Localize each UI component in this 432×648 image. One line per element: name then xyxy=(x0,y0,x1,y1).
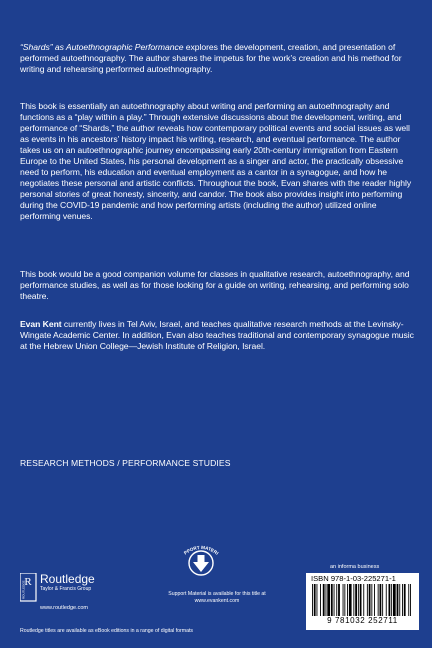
author-bio xyxy=(20,319,415,352)
publisher-subtitle: Taylor & Francis Group xyxy=(40,586,92,592)
barcode-bar xyxy=(399,584,400,616)
barcode-bar xyxy=(355,584,357,616)
barcode-bar xyxy=(380,584,382,616)
logo-mark-letter: R xyxy=(24,576,32,588)
barcode-bar xyxy=(323,584,325,616)
barcode-bar xyxy=(358,584,359,616)
subject-category: RESEARCH METHODS / PERFORMANCE STUDIES xyxy=(20,458,231,468)
blurb-intro xyxy=(20,42,415,75)
barcode-bar xyxy=(404,584,406,616)
barcode-bar xyxy=(402,584,403,616)
publisher-url: www.routledge.com xyxy=(40,605,88,611)
blurb-description-text: This book is essentially an autoethnography about writing and performing an autoethnography and functions as a “play within a play.” Through extensive discussions about the development, writing, and performance of “Shards,” the author reveals how contemporary political events and social issues as well as events in his ancestors’ history impact his writing, research, and eventual performance. The author takes us on an autoethnographic journey encompassing early 20th-century immigration from Eastern Europe to the United States, his personal development as a singer and actor, the practically obsessive need to perform, his education and eventual employment as a cantor in a synagogue, and how he negotiates these personal and artistic conflicts. Throughout the book, Evan shares with the reader highly personal stories of great honesty, sincerity, and candor. The book also provides insight into performing during the COVID-19 pandemic and how performing artists (including the author) utilized online performing venues. xyxy=(20,101,412,221)
barcode-bar xyxy=(389,584,391,616)
barcode-bar xyxy=(338,584,340,616)
barcode-bar xyxy=(327,584,330,616)
barcode-bar xyxy=(344,584,345,616)
barcode-bar xyxy=(378,584,379,616)
barcode-bar xyxy=(326,584,327,616)
isbn-barcode xyxy=(306,573,419,630)
barcode-bar xyxy=(320,584,321,616)
blurb-audience xyxy=(20,269,415,302)
barcode-bar xyxy=(336,584,337,616)
barcode-bar xyxy=(317,584,318,616)
barcode-bar xyxy=(393,584,396,616)
book-title-inline: “Shards” as Autoethnographic Performance xyxy=(20,42,184,52)
publisher-logo xyxy=(20,573,130,613)
barcode-bar xyxy=(397,584,399,616)
ebook-notice: Routledge titles are available as eBook editions in a range of digital formats xyxy=(20,628,194,634)
barcode-bar xyxy=(343,584,344,616)
barcode-bar xyxy=(314,584,316,616)
blurb-description xyxy=(20,101,415,222)
informa-tagline: an informa business xyxy=(330,564,380,570)
barcode-bar xyxy=(331,584,333,616)
barcode-bar xyxy=(312,584,313,616)
blurb-intro-text: explores the development, creation, and presentation of performed autoethnography. The author shares the impetus for the work’s creation and his method for writing and rehearsing performed autoethnography. xyxy=(20,42,402,74)
barcode-bar xyxy=(349,584,352,616)
barcode-bar xyxy=(408,584,409,616)
barcode-bar xyxy=(363,584,364,616)
barcode-bar xyxy=(369,584,371,616)
blurb-audience-text: This book would be a good companion volume for classes in qualitative research, autoethnography, and performance studies, as well as for those looking for a guide on writing, rehearsing, and performing solo theatre. xyxy=(20,269,410,301)
barcode-bar xyxy=(391,584,392,616)
barcode-bar xyxy=(386,584,387,616)
barcode-bar xyxy=(367,584,368,616)
barcode-bar xyxy=(360,584,362,616)
barcode-bar xyxy=(371,584,372,616)
barcode-bar xyxy=(410,584,411,616)
author-bio-text: currently lives in Tel Aviv, Israel, and teaches qualitative research methods at the Levinsky-Wingate Academic Center. In addition, Evan also teaches traditional and contemporary synagogue music at the Hebrew Union College—Jewish Institute of Religion, Israel. xyxy=(20,319,414,351)
barcode-bars xyxy=(310,584,415,616)
support-icon-label: PPORT MATERI xyxy=(183,544,220,556)
publisher-name: Routledge xyxy=(40,572,95,586)
barcode-bar xyxy=(353,584,354,616)
svg-text:SUPPORT MATERIAL xyxy=(171,541,219,556)
barcode-bar xyxy=(382,584,383,616)
author-name: Evan Kent xyxy=(20,319,62,329)
isbn-number: ISBN 978-1-03-225271-1 xyxy=(311,574,396,583)
support-material-icon xyxy=(171,541,231,577)
barcode-bar xyxy=(347,584,348,616)
barcode-bar xyxy=(374,584,375,616)
support-material-text: Support Material is available for this title at www.evankent.com xyxy=(168,591,266,604)
barcode-digits: 9 781032 252711 xyxy=(327,616,398,625)
routledge-logo-icon xyxy=(20,573,38,603)
barcode-bar xyxy=(334,584,335,616)
logo-mark-vertical: ROUTLEDGE xyxy=(21,580,26,599)
